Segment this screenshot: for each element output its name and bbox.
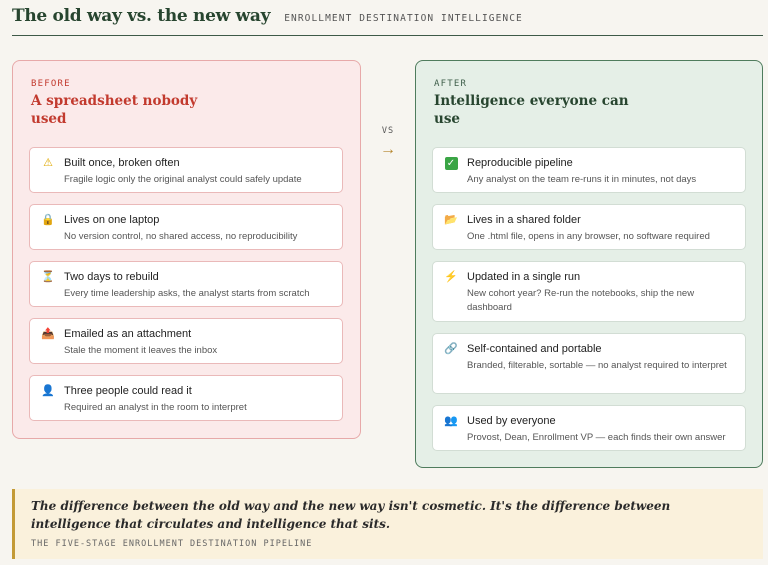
check-icon xyxy=(443,156,459,192)
after-card-portable xyxy=(432,333,746,394)
check-glyph: ✓ xyxy=(445,157,458,170)
arrow-right-icon: → xyxy=(380,141,396,158)
card-title: Updated in a single run xyxy=(467,271,581,283)
link-icon: 🔗 xyxy=(444,343,458,355)
people-icon: 👥 xyxy=(444,415,458,427)
callout-caption: THE FIVE-STAGE ENROLLMENT DESTINATION PIPELINE xyxy=(31,539,313,549)
card-title: Lives on one laptop xyxy=(64,214,160,226)
after-card-single-run xyxy=(432,261,746,322)
card-title: Used by everyone xyxy=(467,415,556,427)
card-title: Built once, broken often xyxy=(64,157,180,169)
before-card-built-once xyxy=(29,147,343,193)
card-desc: Provost, Dean, Enrollment VP — each finds their own answer xyxy=(467,432,726,443)
vs-label: VS xyxy=(381,126,395,136)
after-panel xyxy=(415,60,763,468)
callout-quote: The difference between the old way and the new way isn't cosmetic. It's the difference between intelligence that circulates and intelligence that sits. xyxy=(31,499,671,531)
folder-icon: 📂 xyxy=(444,214,458,226)
page-subtitle: ENROLLMENT DESTINATION INTELLIGENCE xyxy=(284,13,523,24)
warning-icon: ⚠ xyxy=(43,157,53,169)
before-card-one-laptop xyxy=(29,204,343,250)
card-title: Lives in a shared folder xyxy=(467,214,581,226)
card-title: Three people could read it xyxy=(64,385,192,397)
hourglass-icon: ⏳ xyxy=(41,271,55,283)
after-card-shared-folder xyxy=(432,204,746,250)
card-desc: Stale the moment it leaves the inbox xyxy=(64,345,218,356)
before-card-three-people xyxy=(29,375,343,421)
before-card-emailed xyxy=(29,318,343,364)
after-kicker: AFTER xyxy=(434,79,468,89)
card-desc: No version control, no shared access, no reproducibility xyxy=(64,231,298,242)
card-title: Two days to rebuild xyxy=(64,271,159,283)
card-desc: Any analyst on the team re-runs it in minutes, not days xyxy=(467,174,697,185)
card-title: Reproducible pipeline xyxy=(467,157,573,169)
card-desc: Required an analyst in the room to interpret xyxy=(64,402,247,413)
after-heading: Intelligence everyone can use xyxy=(434,93,629,127)
before-card-two-days xyxy=(29,261,343,307)
page-title: The old way vs. the new way xyxy=(12,6,271,26)
before-panel xyxy=(12,60,361,439)
card-desc: One .html file, opens in any browser, no software required xyxy=(467,231,710,242)
card-desc: New cohort year? Re-run the notebooks, ship the new dashboard xyxy=(467,288,695,313)
card-desc: Fragile logic only the original analyst could safely update xyxy=(64,174,302,185)
card-desc: Every time leadership asks, the analyst starts from scratch xyxy=(64,288,310,299)
callout-box xyxy=(12,489,763,559)
before-kicker: BEFORE xyxy=(31,79,71,89)
person-icon: 👤 xyxy=(41,385,55,397)
card-desc: Branded, filterable, sortable — no analyst required to interpret xyxy=(467,360,727,371)
email-outbox-icon: 📤 xyxy=(41,328,55,340)
after-card-everyone xyxy=(432,405,746,451)
lock-icon: 🔒 xyxy=(41,214,55,226)
card-title: Emailed as an attachment xyxy=(64,328,192,340)
lightning-icon: ⚡ xyxy=(444,271,458,283)
page-header xyxy=(12,6,763,36)
card-title: Self-contained and portable xyxy=(467,343,602,355)
after-card-reproducible xyxy=(432,147,746,193)
before-heading: A spreadsheet nobody used xyxy=(31,93,198,127)
